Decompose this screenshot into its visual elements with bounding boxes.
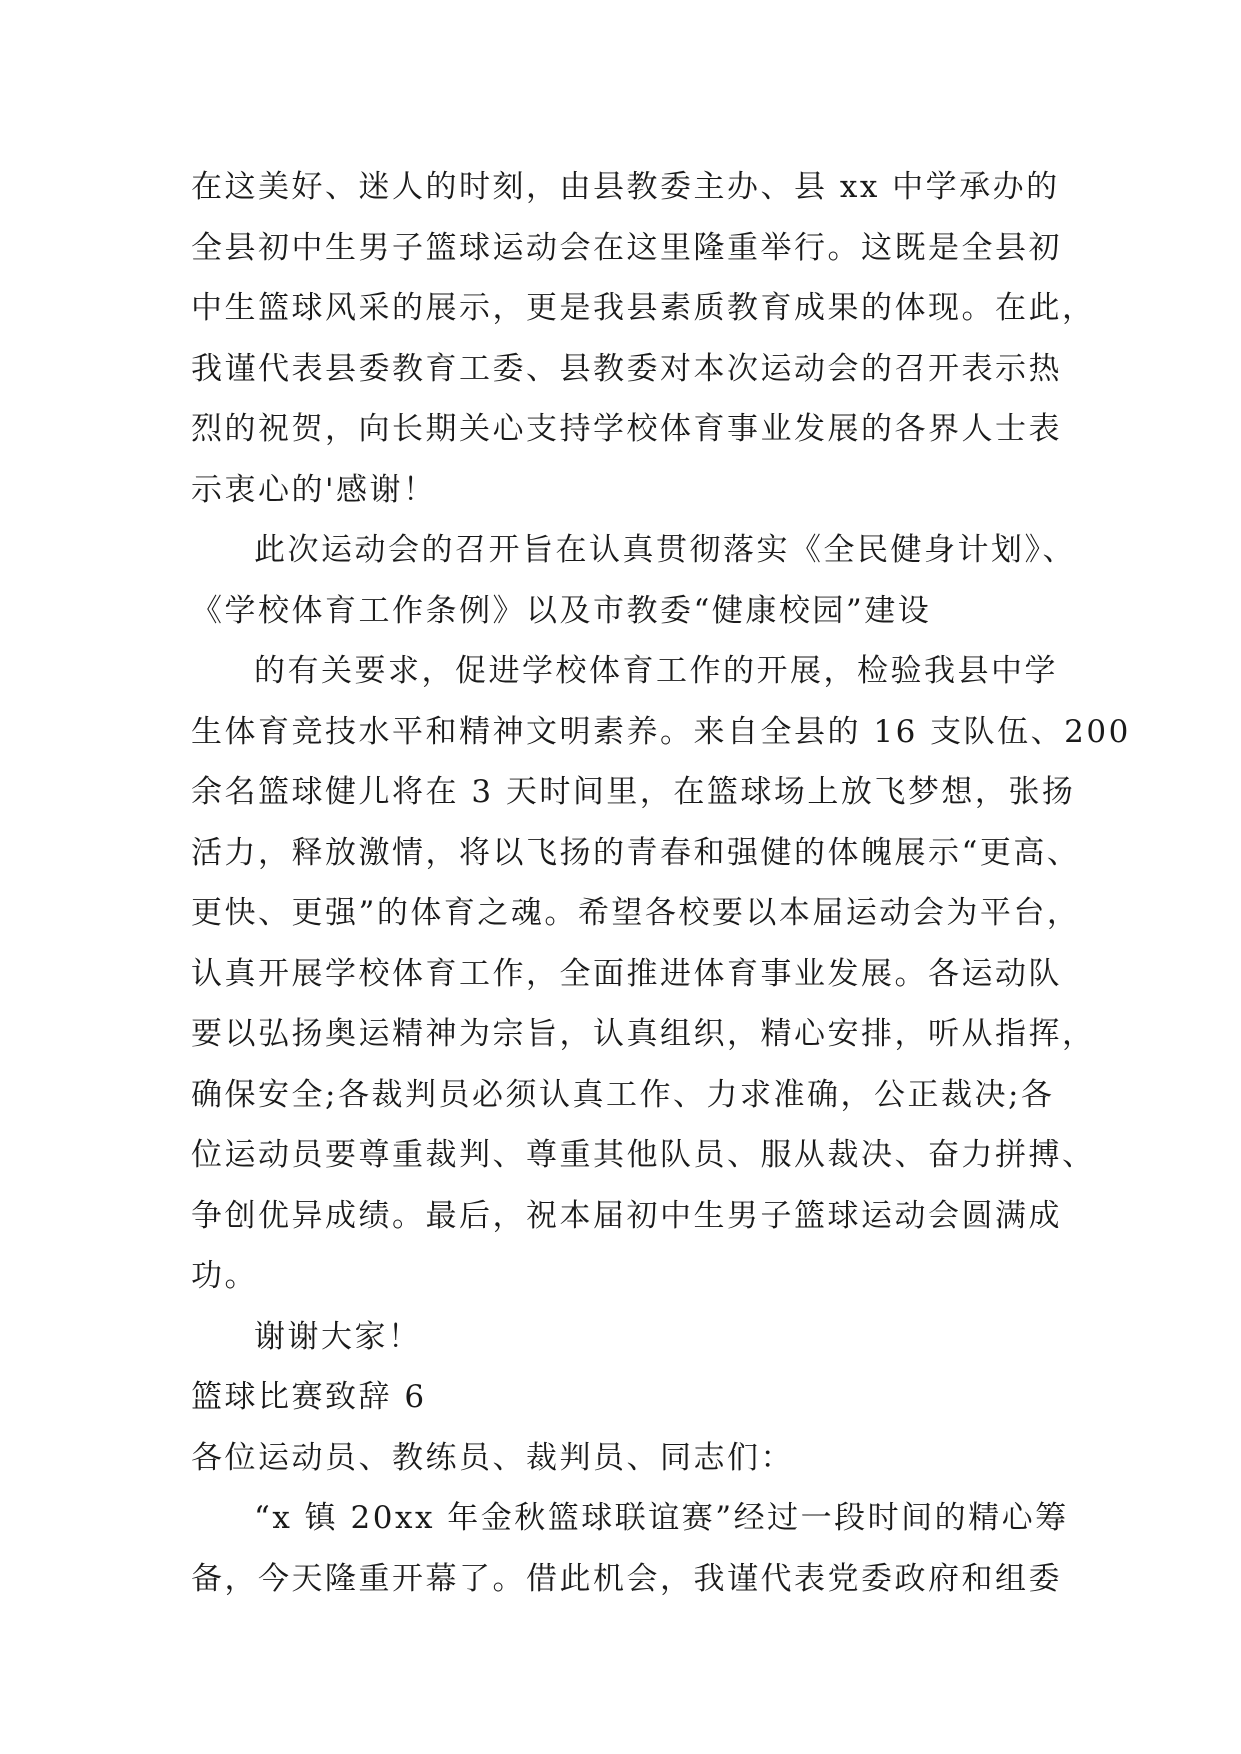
text-line: 示衷心的'感谢！ — [191, 471, 437, 508]
text-line: 认真开展学校体育工作，全面推进体育事业发展。各运动队 — [191, 955, 1062, 992]
text-line: 篮球比赛致辞 6 — [191, 1379, 427, 1415]
document-body — [191, 157, 1131, 1609]
text-line: 烈的祝贺，向长期关心支持学校体育事业发展的各界人士表 — [191, 411, 1062, 447]
text-line: 争创优异成绩。最后，祝本届初中生男子篮球运动会圆满成 — [191, 1197, 1062, 1234]
text-line: 位运动员要尊重裁判、尊重其他队员、服从裁决、奋力拼搏、 — [191, 1137, 1096, 1173]
text-line: 功。 — [191, 1258, 258, 1294]
text-line: 谢谢大家！ — [254, 1318, 422, 1355]
text-line: 我谨代表县委教育工委、县教委对本次运动会的召开表示热 — [191, 350, 1062, 387]
text-line: 《学校体育工作条例》以及市教委“健康校园”建设 — [191, 592, 932, 629]
text-line: “x 镇 20xx 年金秋篮球联谊赛”经过一段时间的精心筹 — [254, 1500, 1069, 1536]
text-line: 在这美好、迷人的时刻，由县教委主办、县 xx 中学承办的 — [191, 169, 1060, 205]
text-line: 此次运动会的召开旨在认真贯彻落实《全民健身计划》、 — [254, 532, 1076, 568]
text-line: 各位运动员、教练员、裁判员、同志们： — [191, 1439, 794, 1476]
text-line: 的有关要求，促进学校体育工作的开展，检验我县中学 — [254, 653, 1058, 689]
text-line: 确保安全;各裁判员必须认真工作、力求准确，公正裁决;各 — [191, 1076, 1055, 1113]
text-line: 中生篮球风采的展示，更是我县素质教育成果的体现。在此， — [191, 290, 1096, 326]
text-line: 余名篮球健儿将在 3 天时间里，在篮球场上放飞梦想，张扬 — [191, 774, 1076, 810]
text-line: 更快、更强”的体育之魂。希望各校要以本届运动会为平台， — [191, 895, 1081, 931]
text-line: 活力，释放激情，将以飞扬的青春和强健的体魄展示“更高、 — [191, 834, 1081, 871]
text-line: 生体育竞技水平和精神文明素养。来自全县的 16 支队伍、200 — [191, 713, 1131, 750]
text-line: 备，今天隆重开幕了。借此机会，我谨代表党委政府和组委 — [191, 1560, 1062, 1597]
text-line: 要以弘扬奥运精神为宗旨，认真组织，精心安排，听从指挥， — [191, 1016, 1096, 1052]
text-line: 全县初中生男子篮球运动会在这里隆重举行。这既是全县初 — [191, 229, 1062, 266]
